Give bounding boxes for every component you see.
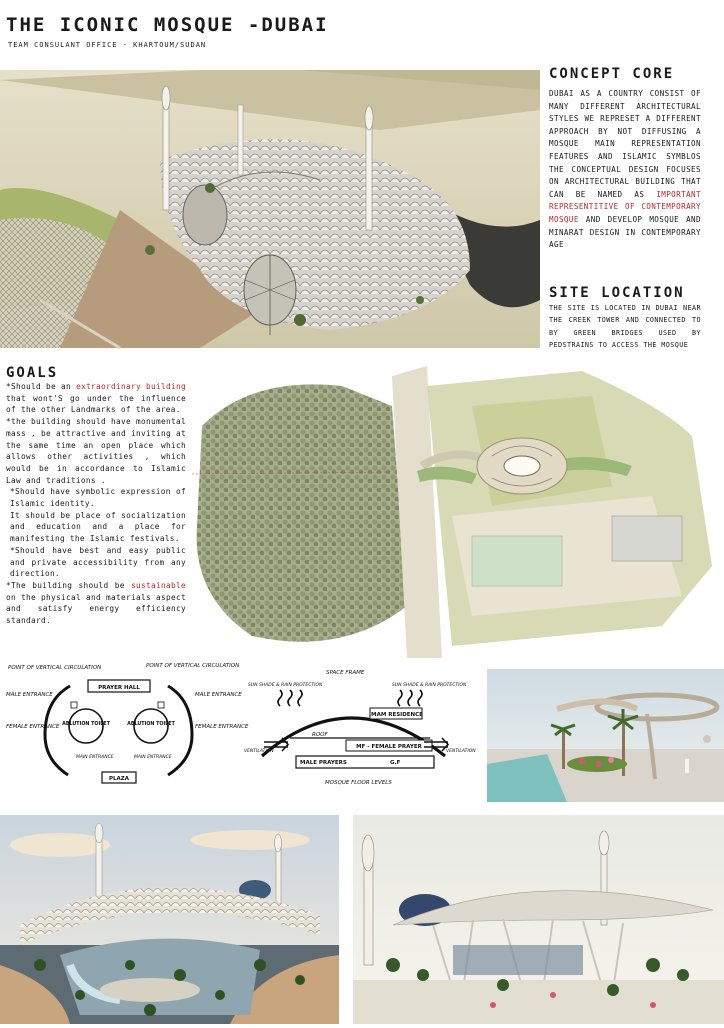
label-ablution-right: ABLUTION TOILET: [127, 722, 175, 727]
label-space-frame: SPACE FRAME: [326, 670, 365, 676]
label-floor-levels-caption: MOSQUE FLOOR LEVELS: [325, 780, 392, 786]
concept-highlight: IMPORTANT REPRESENTITIVE OF CONTEMPORARY MOSQUE: [549, 189, 701, 224]
exterior-render-right: [353, 815, 724, 1024]
label-imam-residence: IMAM RESIDENCE: [369, 712, 423, 718]
site-text: THE SITE IS LOCATED IN DUBAI NEAR THE CREEK TOWER AND CONNECTED TO BY GREEN BRIDGES USED BY PEDSTRAINS TO ACCESS THE MOSQUE: [549, 304, 701, 350]
goal-6: *The building should be sustainable on the physical and materials aspect and satisfy energy efficiency standard.: [6, 580, 186, 626]
label-female-entrance-right: FEMALE ENTRANCE: [195, 724, 249, 730]
label-prayer-hall: PRAYER HALL: [98, 685, 140, 691]
floor-levels-diagram-graphic: [240, 660, 480, 805]
label-mf-female-prayer: MF - FEMALE PRAYER: [356, 744, 422, 750]
circulation-diagram: [0, 660, 249, 805]
label-plaza: PLAZA: [108, 776, 130, 782]
label-gf: G.F: [390, 760, 401, 766]
goal-1: *Should be an extraordinary building that wont'S go under the influence of the other Landmarks of the area.: [6, 382, 186, 415]
page-subtitle: TEAM CONSULANT OFFICE - KHARTOUM/SUDAN: [8, 41, 207, 49]
circulation-diagram-graphic: [0, 660, 249, 805]
concept-text-part2: AND DEVELOP MOSQUE AND MINARAT DESIGN IN CONTEMPORARY AGE: [549, 214, 701, 250]
label-female-entrance-left: FEMALE ENTRANCE: [6, 724, 60, 730]
label-male-entrance-left: MALE ENTRANCE: [6, 692, 53, 698]
goal-2: *the building should have monumental mass , be attractive and inviting at the same time an open place which allows other activities , which would be in accordance to Islamic Law and traditions .: [6, 417, 186, 485]
exterior-render-left: [0, 815, 339, 1024]
site-plan-graphic: [192, 366, 724, 658]
label-male-prayers: MALE PRAYERS: [300, 760, 347, 766]
label-main-entrance-right: MAIN ENTRANCE: [134, 755, 172, 760]
label-vertical-circulation-left: POINT OF VERTICAL CIRCULATION: [8, 665, 102, 671]
label-sun-shade-right: SUN SHADE & RAIN PROTECTION: [392, 683, 467, 688]
hero-render-graphic: [0, 70, 540, 348]
site-plan-image: [192, 366, 724, 658]
courtyard-render-graphic: [487, 669, 724, 802]
floor-levels-diagram: [240, 660, 480, 805]
label-male-entrance-right: MALE ENTRANCE: [195, 692, 242, 698]
concept-text-part1: DUBAI AS A COUNTRY CONSIST OF MANY DIFFERENT ARCHITECTURAL STYLES WE REPRESET A DIFFERENT APPROACH BY NOT DIFFUSING A MOSQUE MAIN REPRESENTATION FEATURES AND ISLAMIC SYMBLOS THE CONCEPTUAL DESIGN FOCUSES ON ARCHITECTURAL BUILDING THAT CAN BE NAMED AS: [549, 89, 701, 199]
goal-3: *Should have symbolic expression of Islamic identity.: [10, 487, 186, 509]
label-ablution-left: ABLUTION TOILET: [62, 722, 110, 727]
goal-5: *Should have best and easy public and private accessibility from any direction.: [10, 545, 186, 579]
goal-6-highlight: sustainable: [131, 580, 186, 590]
label-main-entrance-left: MAIN ENTRANCE: [76, 755, 114, 760]
page-title: THE ICONIC MOSQUE -DUBAI: [6, 14, 329, 36]
label-sun-shade-left: SUN SHADE & RAIN PROTECTION: [248, 683, 323, 688]
concept-heading: CONCEPT CORE: [549, 66, 675, 82]
goals-text: [6, 381, 186, 627]
label-ventilation-left: VENTILATION: [244, 749, 274, 754]
courtyard-render: [487, 669, 724, 802]
exterior-render-left-graphic: [0, 815, 339, 1024]
exterior-render-right-graphic: [353, 815, 724, 1024]
goal-1-highlight: extraordinary building: [76, 382, 186, 391]
site-heading: SITE LOCATION: [549, 285, 685, 301]
concept-text: [549, 88, 701, 252]
label-ventilation-right: VENTILATION: [446, 749, 476, 754]
goal-4: It should be place of socialization and education and a place for manifesting the Islamic festivals.: [10, 510, 186, 544]
label-vertical-circulation-right: POINT OF VERTICAL CIRCULATION: [146, 663, 240, 669]
hero-aerial-render: [0, 70, 540, 348]
label-roof: ROOF: [312, 732, 328, 738]
goals-heading: GOALS: [6, 365, 59, 381]
